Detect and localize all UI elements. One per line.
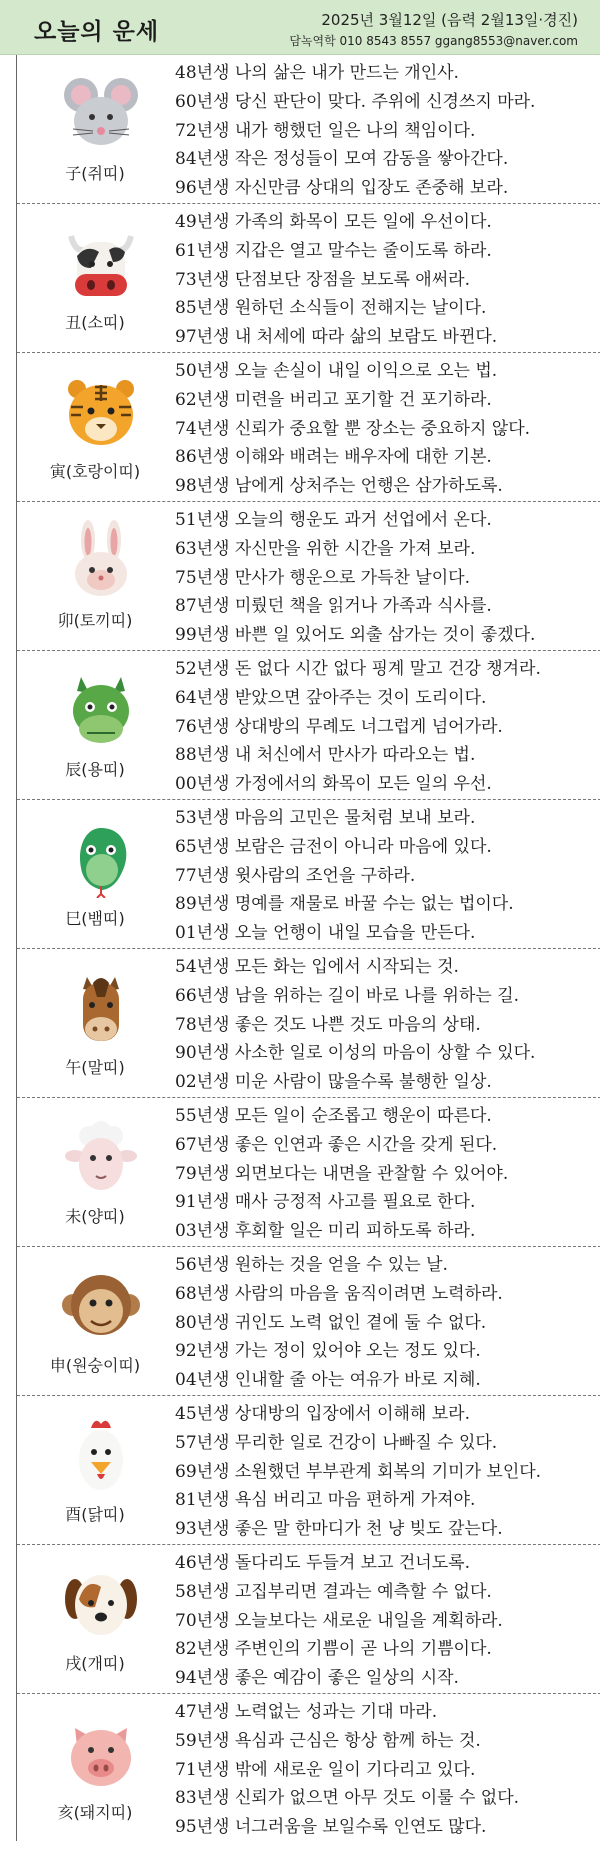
- zodiac-animal: [17, 800, 173, 948]
- fortune-line: 84년생 작은 정성들이 모여 감동을 쌓아간다.: [175, 149, 509, 170]
- zodiac-animal: [17, 1396, 173, 1544]
- zodiac-row: [17, 204, 600, 353]
- fortune-line: 49년생 가족의 화목이 모든 일에 우선이다.: [175, 212, 492, 232]
- fortune-line: 59년생 욕심과 근심은 항상 함께 하는 것.: [175, 1730, 481, 1751]
- fortune-line: 67년생 좋은 인연과 좋은 시간을 갖게 된다.: [175, 1134, 498, 1155]
- fortune-line: 62년생 미련을 버리고 포기할 건 포기하라.: [175, 389, 492, 410]
- fortune-lines: [175, 1549, 503, 1693]
- fortune-lines: [175, 655, 541, 799]
- zodiac-animal: [17, 502, 173, 650]
- fortune-lines: [175, 1400, 541, 1544]
- zodiac-animal: [17, 651, 173, 799]
- zodiac-label: 申(원숭이띠): [49, 1356, 141, 1375]
- fortune-line: 69년생 소원했던 부부관계 회복의 기미가 보인다.: [175, 1461, 542, 1482]
- fortune-lines: [175, 208, 497, 352]
- zodiac-label: 未(양띠): [65, 1207, 125, 1226]
- fortune-lines: [175, 1251, 503, 1395]
- monkey-icon: [61, 1265, 141, 1345]
- fortune-line: 91년생 매사 긍정적 사고를 필요로 한다.: [175, 1192, 476, 1213]
- zodiac-animal: [17, 1247, 173, 1395]
- fortune-line: 66년생 남을 위하는 길이 바로 나를 위하는 길.: [175, 985, 520, 1006]
- fortune-line: 45년생 상대방의 입장에서 이해해 보라.: [175, 1404, 470, 1424]
- fortune-line: 03년생 후회할 일은 미리 피하도록 하라.: [175, 1221, 476, 1242]
- fortune-line: 77년생 윗사람의 조언을 구하라.: [175, 865, 416, 886]
- fortune-line: 58년생 고집부리면 결과는 예측할 수 없다.: [175, 1581, 492, 1602]
- fortune-line: 65년생 보람은 금전이 아니라 마음에 있다.: [175, 836, 492, 857]
- fortune-lines: [175, 804, 514, 948]
- fortune-line: 93년생 좋은 말 한마디가 천 냥 빚도 갚는다.: [175, 1519, 503, 1540]
- dragon-icon: [61, 669, 141, 749]
- zodiac-row: [17, 502, 600, 651]
- page-title: 오늘의 운세: [34, 19, 160, 45]
- fortune-line: 47년생 노력없는 성과는 기대 마라.: [175, 1702, 438, 1722]
- rabbit-icon: [61, 520, 141, 600]
- zodiac-label: 酉(닭띠): [65, 1505, 125, 1524]
- zodiac-animal: [17, 353, 173, 501]
- dog-icon: [61, 1563, 141, 1643]
- zodiac-label: 戌(개띠): [65, 1654, 125, 1673]
- zodiac-label: 亥(돼지띠): [57, 1803, 133, 1822]
- fortune-line: 88년생 내 처신에서 만사가 따라오는 법.: [175, 745, 476, 766]
- fortune-line: 80년생 귀인도 노력 없인 곁에 둘 수 없다.: [175, 1312, 487, 1333]
- fortune-line: 87년생 미뤘던 책을 읽거나 가족과 식사를.: [175, 596, 492, 617]
- zodiac-label: 巳(뱀띠): [65, 909, 125, 928]
- fortune-line: 82년생 주변인의 기쁨이 곧 나의 기쁨이다.: [175, 1639, 492, 1660]
- fortune-line: 70년생 오늘보다는 새로운 내일을 계획하라.: [175, 1610, 503, 1631]
- fortune-lines: [175, 506, 535, 650]
- fortune-line: 97년생 내 처세에 따라 삶의 보람도 바뀐다.: [175, 327, 498, 348]
- zodiac-label: 午(말띠): [65, 1058, 125, 1077]
- fortune-lines: [175, 1698, 519, 1842]
- zodiac-label: 丑(소띠): [65, 313, 125, 332]
- date-line: 2025년 3월12일 (음력 2월13일·경진): [321, 11, 578, 29]
- zodiac-row: [17, 800, 600, 949]
- fortune-line: 02년생 미운 사람이 많을수록 불행한 일상.: [175, 1072, 492, 1093]
- fortune-line: 73년생 단점보단 장점을 보도록 애써라.: [175, 269, 470, 290]
- fortune-line: 01년생 오늘 언행이 내일 모습을 만든다.: [175, 923, 476, 944]
- fortune-line: 57년생 무리한 일로 건강이 나빠질 수 있다.: [175, 1432, 498, 1453]
- fortune-lines: [175, 953, 535, 1097]
- fortune-line: 81년생 욕심 버리고 마음 편하게 가져야.: [175, 1490, 476, 1511]
- fortune-line: 74년생 신뢰가 중요할 뿐 장소는 중요하지 않다.: [175, 418, 531, 439]
- fortune-line: 51년생 오늘의 행운도 과거 선업에서 온다.: [175, 510, 492, 530]
- fortune-line: 86년생 이해와 배려는 배우자에 대한 기본.: [175, 447, 492, 468]
- zodiac-animal: [17, 1545, 173, 1693]
- fortune-line: 99년생 바쁜 일 있어도 외출 삼가는 것이 좋겠다.: [175, 625, 536, 646]
- zodiac-label: 子(쥐띠): [65, 164, 125, 183]
- zodiac-row: [17, 55, 600, 204]
- fortune-line: 00년생 가정에서의 화목이 모든 일의 우선.: [175, 774, 492, 795]
- contact-line: 담녹역학 010 8543 8557 ggang8553@naver.com: [289, 34, 578, 48]
- zodiac-row: [17, 651, 600, 800]
- fortune-line: 54년생 모든 화는 입에서 시작되는 것.: [175, 957, 459, 977]
- fortune-line: 46년생 돌다리도 두들겨 보고 건너도록.: [175, 1553, 470, 1573]
- fortune-line: 50년생 오늘 손실이 내일 이익으로 오는 법.: [175, 361, 498, 381]
- fortune-line: 89년생 명예를 재물로 바꿀 수는 없는 법이다.: [175, 894, 514, 915]
- snake-icon: [61, 818, 141, 898]
- fortune-line: 63년생 자신만을 위한 시간을 가져 보라.: [175, 538, 476, 559]
- fortune-line: 76년생 상대방의 무례도 너그럽게 넘어가라.: [175, 716, 503, 737]
- zodiac-animal: [17, 1098, 173, 1246]
- fortune-line: 78년생 좋은 것도 나쁜 것도 마음의 상태.: [175, 1014, 481, 1035]
- zodiac-row: [17, 1247, 600, 1396]
- zodiac-row: [17, 1396, 600, 1545]
- zodiac-row: [17, 1545, 600, 1694]
- fortune-line: 72년생 내가 행했던 일은 나의 책임이다.: [175, 120, 476, 141]
- header: [0, 0, 600, 55]
- fortune-lines: [175, 357, 530, 501]
- fortune-line: 53년생 마음의 고민은 물처럼 보내 보라.: [175, 808, 476, 828]
- zodiac-row: [17, 949, 600, 1098]
- zodiac-animal: [17, 55, 173, 203]
- pig-icon: [61, 1712, 141, 1792]
- horse-icon: [61, 967, 141, 1047]
- fortune-lines: [175, 1102, 508, 1246]
- fortune-line: 83년생 신뢰가 없으면 아무 것도 이룰 수 없다.: [175, 1788, 520, 1809]
- ox-icon: [61, 222, 141, 302]
- zodiac-animal: [17, 204, 173, 352]
- zodiac-label: 辰(용띠): [65, 760, 125, 779]
- zodiac-animal: [17, 1694, 173, 1842]
- sheep-icon: [61, 1116, 141, 1196]
- fortune-line: 60년생 당신 판단이 맞다. 주위에 신경쓰지 마라.: [175, 91, 536, 112]
- zodiac-row: [17, 353, 600, 502]
- fortune-line: 68년생 사람의 마음을 움직이려면 노력하라.: [175, 1283, 503, 1304]
- fortune-line: 61년생 지갑은 열고 말수는 줄이도록 하라.: [175, 240, 492, 261]
- fortune-line: 85년생 원하던 소식들이 전해지는 날이다.: [175, 298, 487, 319]
- rooster-icon: [61, 1414, 141, 1494]
- zodiac-animal: [17, 949, 173, 1097]
- fortune-line: 79년생 외면보다는 내면을 관찰할 수 있어야.: [175, 1163, 509, 1184]
- rat-icon: [61, 73, 141, 153]
- fortune-line: 71년생 밖에 새로운 일이 기다리고 있다.: [175, 1759, 476, 1780]
- fortune-line: 56년생 원하는 것을 얻을 수 있는 날.: [175, 1255, 448, 1275]
- fortune-line: 04년생 인내할 줄 아는 여유가 바로 지혜.: [175, 1370, 481, 1391]
- zodiac-label: 寅(호랑이띠): [49, 462, 141, 481]
- fortune-line: 94년생 좋은 예감이 좋은 일상의 시작.: [175, 1668, 459, 1689]
- zodiac-row: [17, 1694, 600, 1852]
- fortune-line: 98년생 남에게 상처주는 언행은 삼가하도록.: [175, 476, 503, 497]
- fortune-line: 92년생 가는 정이 있어야 오는 정도 있다.: [175, 1341, 481, 1362]
- fortune-line: 55년생 모든 일이 순조롭고 행운이 따른다.: [175, 1106, 492, 1126]
- fortune-line: 95년생 너그러움을 보일수록 인연도 많다.: [175, 1817, 487, 1838]
- fortune-line: 64년생 받았으면 갚아주는 것이 도리이다.: [175, 687, 487, 708]
- zodiac-label: 卯(토끼띠): [57, 611, 133, 630]
- fortune-line: 52년생 돈 없다 시간 없다 핑계 말고 건강 챙겨라.: [175, 659, 541, 679]
- fortune-line: 48년생 나의 삶은 내가 만드는 개인사.: [175, 63, 459, 83]
- fortune-lines: [175, 59, 535, 203]
- fortune-list: [16, 55, 600, 1841]
- tiger-icon: [61, 371, 141, 451]
- fortune-line: 75년생 만사가 행운으로 가득찬 날이다.: [175, 567, 470, 588]
- zodiac-row: [17, 1098, 600, 1247]
- fortune-line: 96년생 자신만큼 상대의 입장도 존중해 보라.: [175, 178, 509, 199]
- fortune-line: 90년생 사소한 일로 이성의 마음이 상할 수 있다.: [175, 1043, 536, 1064]
